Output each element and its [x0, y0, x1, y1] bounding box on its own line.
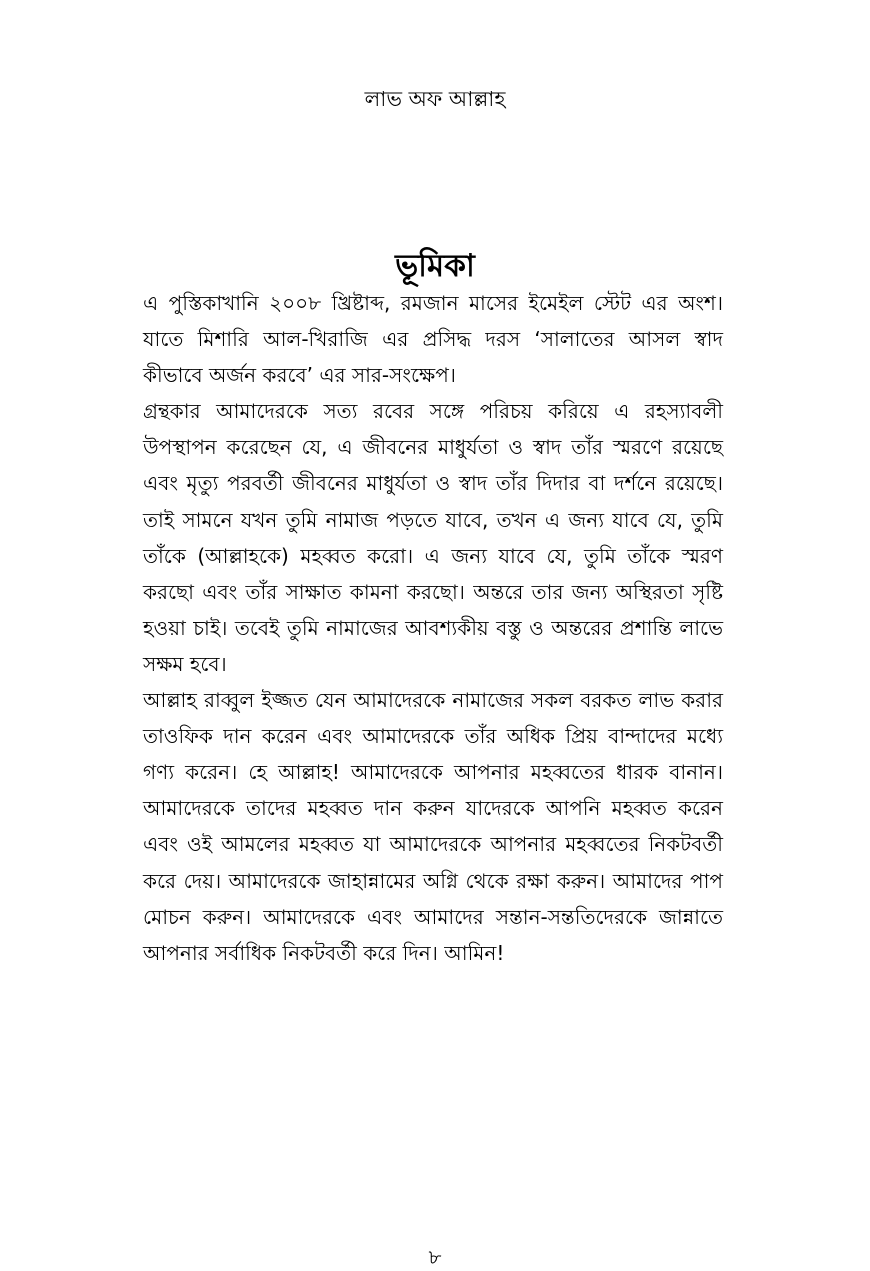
paragraph-intro: এ পুস্তিকাখানি ২০০৮ খ্রিষ্টাব্দ, রমজান মাসের ইমেইল স্টেট এর অংশ। যাতে মিশারি আল-খিরাজি এর প্রসিদ্ধ দরস ‘সালাতের আসল স্বাদ কীভাবে অর্জন করবে’ এর সার-সংক্ষেপ। — [143, 291, 723, 388]
running-header: লাভ অফ আল্লাহ — [364, 87, 506, 111]
body-text — [143, 285, 723, 971]
paragraph-prayer: আল্লাহ রাব্বুল ইজ্জত যেন আমাদেরকে নামাজের সকল বরকত লাভ করার তাওফিক দান করেন এবং আমাদেরকে তাঁর অধিক প্রিয় বান্দাদের মধ্যে গণ্য করেন। হে আল্লাহ! আমাদেরকে আপনার মহব্বতের ধারক বানান। আমাদেরকে তাদের মহব্বত দান করুন যাদেরকে আপনি মহব্বত করেন এবং ওই আমলের মহব্বত যা আমাদেরকে আপনার মহব্বতের নিকটবর্তী করে দেয়। আমাদেরকে জাহান্নামের অগ্নি থেকে রক্ষা করুন। আমাদের পাপ মোচন করুন। আমাদেরকে এবং আমাদের সন্তান-সন্ততিদেরকে জান্নাতে আপনার সর্বাধিক নিকটবর্তী করে দিন। আমিন! — [143, 688, 723, 965]
page-number: ৮ — [428, 1245, 442, 1269]
chapter-title: ভূমিকা — [395, 248, 475, 284]
paragraph-author-summary: গ্রন্থকার আমাদেরকে সত্য রবের সঙ্গে পরিচয় করিয়ে এ রহস্যাবলী উপস্থাপন করেছেন যে, এ জীবনের মাধুর্যতা ও স্বাদ তাঁর স্মরণে রয়েছে এবং মৃত্যু পরবর্তী জীবনের মাধুর্যতা ও স্বাদ তাঁর দিদার বা দর্শনে রয়েছে। তাই সামনে যখন তুমি নামাজ পড়তে যাবে, তখন এ জন্য যাবে যে, তুমি তাঁকে (আল্লাহকে) মহব্বত করো। এ জন্য যাবে যে, তুমি তাঁকে স্মরণ করছো এবং তাঁর সাক্ষাত কামনা করছো। অন্তরে তার জন্য অস্থিরতা সৃষ্টি হওয়া চাই। তবেই তুমি নামাজের আবশ্যকীয় বস্তু ও অন্তরের প্রশান্তি লাভে সক্ষম হবে। — [143, 399, 723, 676]
